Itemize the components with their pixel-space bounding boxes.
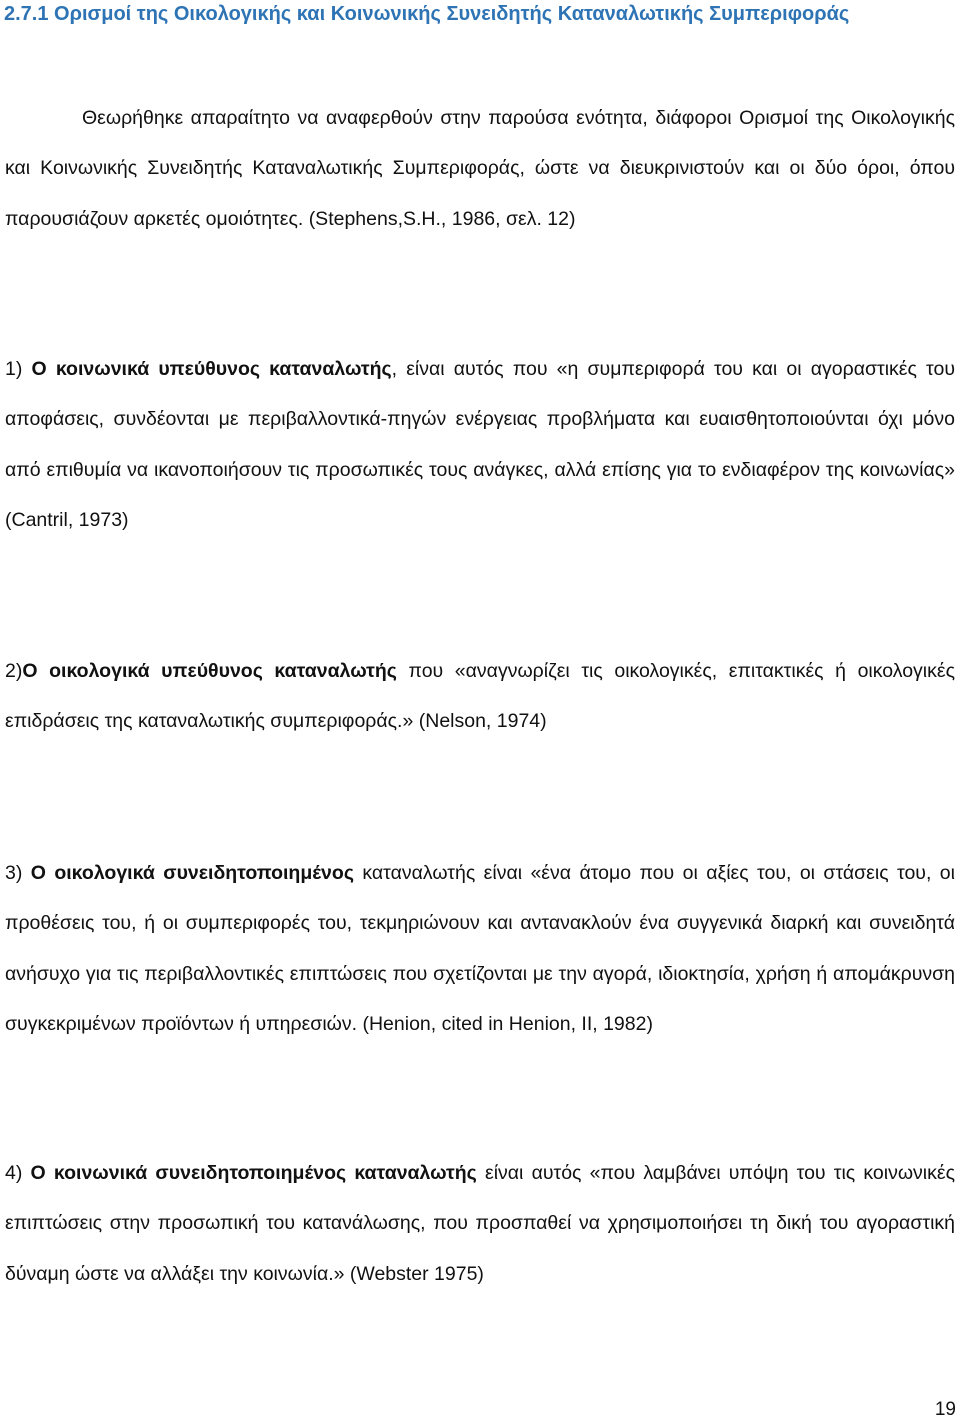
section-heading: 2.7.1 Ορισμοί της Οικολογικής και Κοινωνικής Συνειδητής Καταναλωτικής Συμπεριφοράς <box>4 3 850 25</box>
definition-number: 3) <box>5 862 31 884</box>
definition-number: 1) <box>5 358 32 380</box>
definition-number: 2) <box>5 660 23 682</box>
definition-term: Ο οικολογικά συνειδητοποιημένος <box>30 862 354 884</box>
definition-number: 4) <box>5 1162 31 1184</box>
definition-text: , είναι αυτός που «η συμπεριφορά του και οι αγοραστικές του αποφάσεις, συνδέονται με περιβαλλοντικά-πηγών ενέργειας προβλήματα και ευαισθητοποιούνται όχι μόνο από επιθυμία να ικανοποιήσουν τις προσωπικές τους ανάγκες, αλλά επίσης για το ενδιαφέρον της κοινωνίας» (Cantril, 1973) <box>5 358 955 531</box>
page-number: 19 <box>934 1399 956 1420</box>
definition-text: καταναλωτής είναι «ένα άτομο που οι αξίες του, οι στάσεις του, οι προθέσεις του, ή οι συμπεριφορές του, τεκμηριώνουν και αντανακλούν ένα συγγενικά διαρκή και συνειδητά ανήσυχο για τις περιβαλλοντικές επιπτώσεις που σχετίζονται με την αγορά, ιδιοκτησία, χρήση ή απομάκρυνση συγκεκριμένων προϊόντων ή υπηρεσιών. (Henion, cited in Henion, II, 1982) <box>5 862 955 1035</box>
definition-3 <box>5 848 955 1049</box>
definition-term: Ο οικολογικά υπεύθυνος καταναλωτής <box>22 660 397 682</box>
intro-paragraph: Θεωρήθηκε απαραίτητο να αναφερθούν στην παρούσα ενότητα, διάφοροι Ορισμοί της Οικολογικής και Κοινωνικής Συνειδητής Καταναλωτικής Συμπεριφοράς, ώστε να διευκρινιστούν και οι δύο όροι, όπου παρουσιάζουν αρκετές ομοιότητες. (Stephens,S.H., 1986, σελ. 12) <box>5 107 955 230</box>
definition-text: είναι αυτός «που λαμβάνει υπόψη του τις κοινωνικές επιπτώσεις στην προσωπική του κατανάλωσης, που προσπαθεί να χρησιμοποιήσει τη δική του αγοραστική δύναμη ώστε να αλλάξει την κοινωνία.» (Webster 1975) <box>5 1162 955 1285</box>
definition-4 <box>5 1148 955 1299</box>
definition-term: Ο κοινωνικά συνειδητοποιημένος καταναλωτής <box>30 1162 477 1184</box>
definition-text: που «αναγνωρίζει τις οικολογικές, επιτακτικές ή οικολογικές επιδράσεις της καταναλωτικής συμπεριφοράς.» (Nelson, 1974) <box>5 660 955 733</box>
definition-1 <box>5 344 955 545</box>
definition-2 <box>5 646 955 747</box>
definition-term: Ο κοινωνικά υπεύθυνος καταναλωτής <box>31 358 392 380</box>
